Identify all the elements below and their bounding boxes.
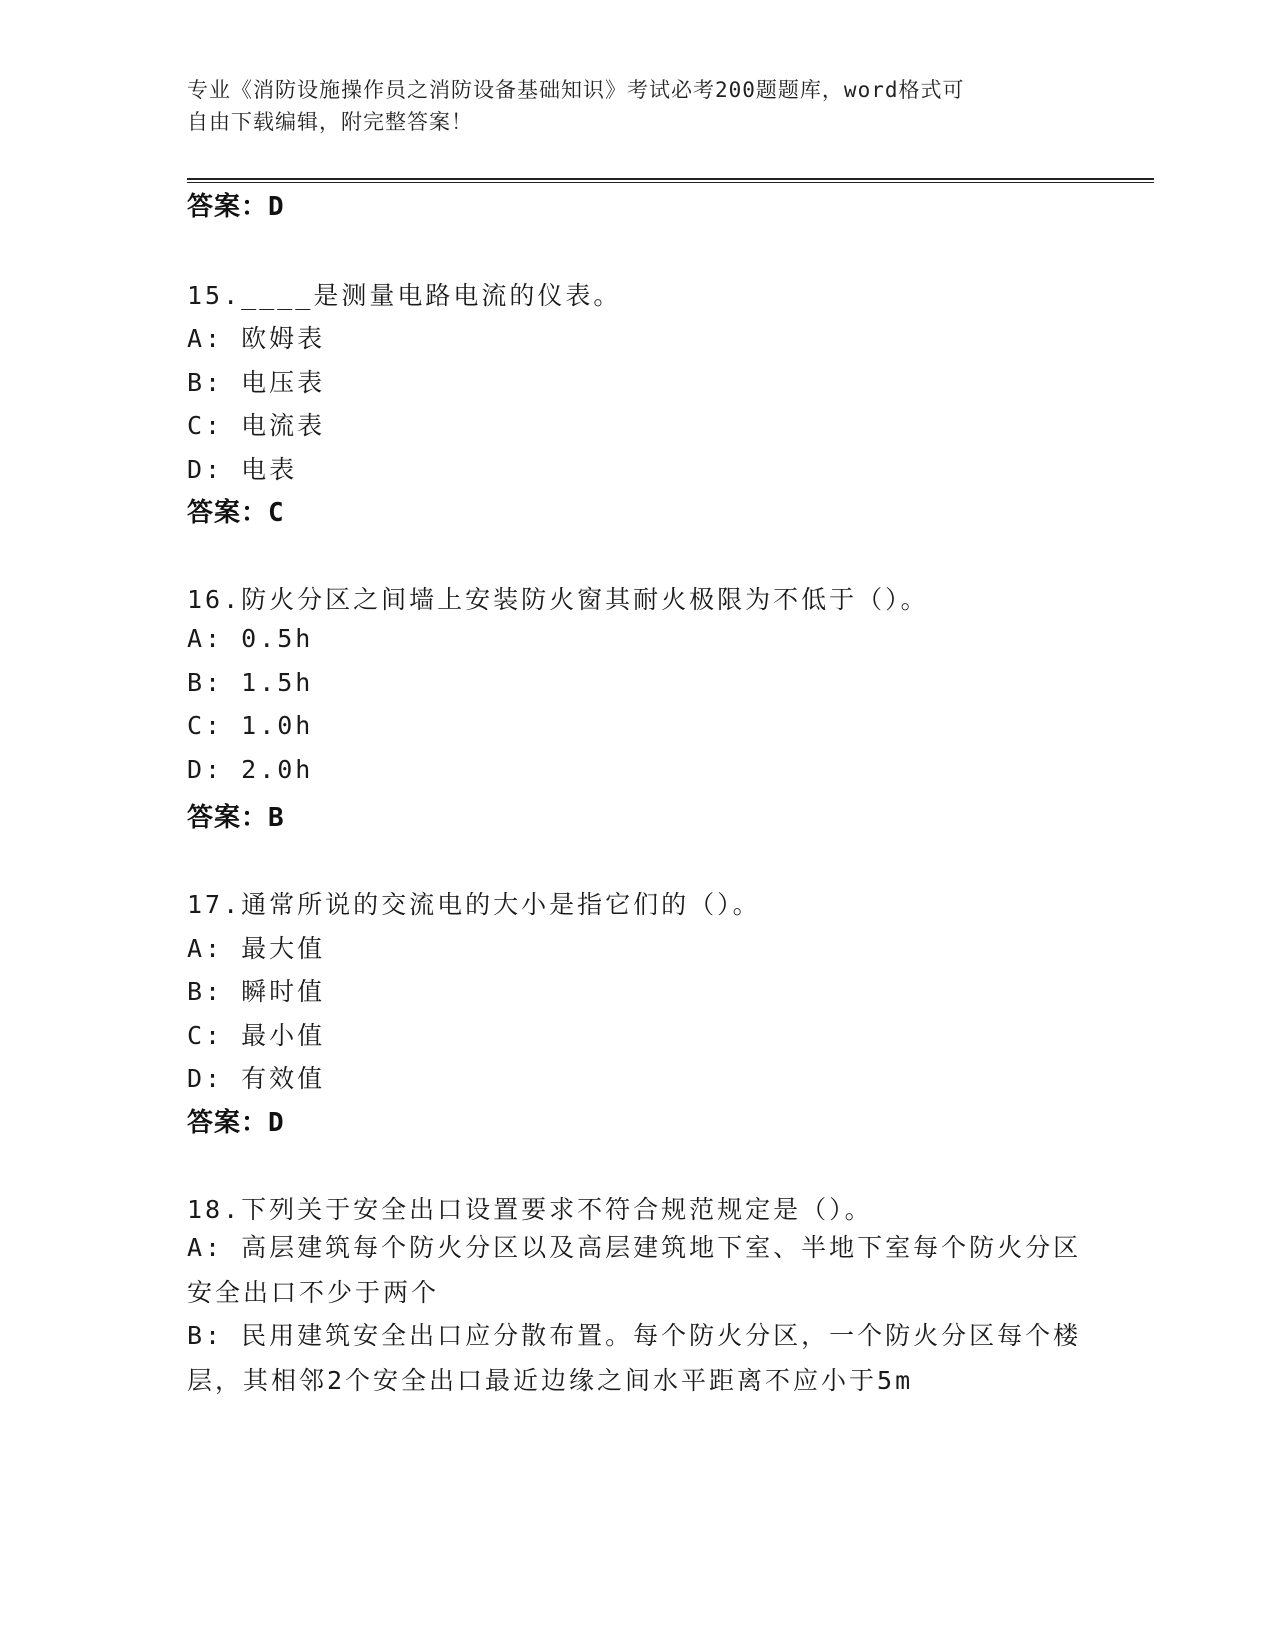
option-b: B: 民用建筑安全出口应分散布置。每个防火分区，一个防火分区每个楼层，其相邻2个安全出口最近边缘之间水平距离不应小于5m (187, 1321, 1082, 1395)
option-c: C: 电流表 (187, 411, 326, 440)
answer-value: D (268, 1108, 285, 1138)
option-b: B: 电压表 (187, 368, 326, 397)
option-b: B: 1.5h (187, 668, 314, 697)
answer-label: 答案： (187, 1108, 269, 1138)
option-a: A: 欧姆表 (187, 324, 326, 353)
question-stem: 15.____是测量电路电流的仪表。 (187, 281, 622, 310)
answer-value: B (268, 803, 285, 833)
option-d: D: 有效值 (187, 1064, 326, 1093)
option-d: D: 2.0h (187, 755, 314, 784)
option-a: A: 0.5h (187, 624, 314, 653)
answer-line (187, 186, 285, 223)
option-d: D: 电表 (187, 455, 298, 484)
header-title-line-1: 专业《消防设施操作员之消防设备基础知识》考试必考200题题库，word格式可 (187, 78, 965, 102)
answer-label: 答案： (187, 192, 269, 222)
header-title-line-2: 自由下载编辑，附完整答案！ (187, 110, 473, 134)
option-c: C: 最小值 (187, 1021, 326, 1050)
answer-label: 答案： (187, 803, 269, 833)
answer-value: C (268, 498, 285, 528)
header-divider (187, 178, 1154, 183)
option-a: A: 高层建筑每个防火分区以及高层建筑地下室、半地下室每个防火分区安全出口不少于两个 (187, 1233, 1082, 1307)
answer-label: 答案： (187, 498, 269, 528)
answer-line (187, 492, 285, 529)
answer-line (187, 797, 285, 834)
question-stem: 16.防火分区之间墙上安装防火窗其耐火极限为不低于（）。 (187, 585, 929, 614)
answer-value: D (268, 192, 285, 222)
option-b: B: 瞬时值 (187, 977, 326, 1006)
question-stem: 18.下列关于安全出口设置要求不符合规范规定是（）。 (187, 1195, 873, 1224)
document-header (187, 74, 1077, 138)
answer-line (187, 1102, 285, 1139)
option-c: C: 1.0h (187, 711, 314, 740)
option-a: A: 最大值 (187, 934, 326, 963)
question-stem: 17.通常所说的交流电的大小是指它们的（）。 (187, 890, 761, 919)
